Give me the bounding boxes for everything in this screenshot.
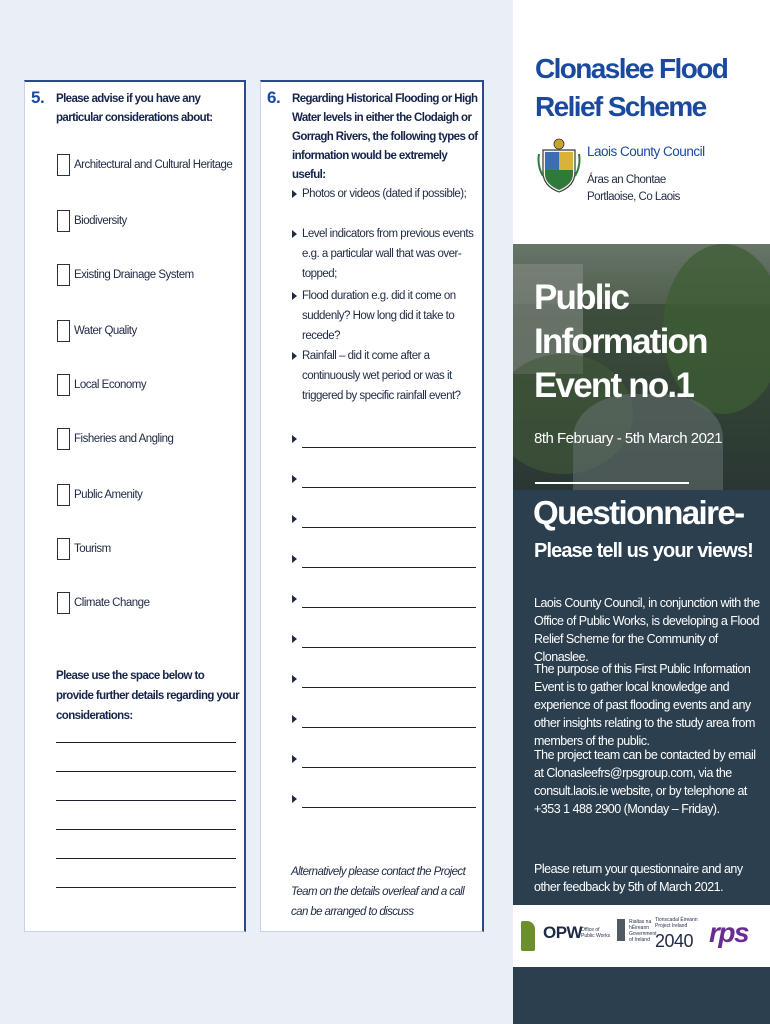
questionnaire-subtitle: Please tell us your views! xyxy=(534,540,753,562)
checkbox[interactable] xyxy=(57,428,70,450)
info-bullet-level xyxy=(292,224,478,284)
writing-line[interactable] xyxy=(56,887,236,888)
writing-line[interactable] xyxy=(56,829,236,830)
option-label: Local Economy xyxy=(74,379,147,391)
answer-line[interactable] xyxy=(292,434,476,448)
divider xyxy=(535,482,689,484)
triangle-bullet-icon xyxy=(292,190,297,198)
intro-paragraph: Laois County Council, in conjunction with the Office of Public Works, is developing a Flood Relief Scheme for the Community of Clonaslee. xyxy=(534,596,760,664)
triangle-bullet-icon xyxy=(292,595,297,603)
triangle-bullet-icon xyxy=(292,230,297,238)
triangle-bullet-icon xyxy=(292,352,297,360)
bullet-text: Flood duration e.g. did it come on suddenly? How long did it take to recede? xyxy=(302,290,456,342)
opw-logo-text: OPW xyxy=(543,923,583,942)
triangle-bullet-icon xyxy=(292,795,297,803)
harp-icon xyxy=(521,921,535,951)
answer-line[interactable] xyxy=(292,594,476,608)
option-label: Climate Change xyxy=(74,597,150,609)
questionnaire-heading: Questionnaire- xyxy=(533,494,744,531)
triangle-bullet-icon xyxy=(292,555,297,563)
checkbox[interactable] xyxy=(57,592,70,614)
option-fisheries-angling[interactable] xyxy=(57,428,173,450)
contact-paragraph: The project team can be contacted by email at Clonasleefrs@rpsgroup.com, via the consult.laois.ie website, or by telephone at +353 1 488 2900 (Monday – Friday). xyxy=(534,748,756,816)
option-tourism[interactable] xyxy=(57,538,111,560)
partner-logos xyxy=(513,905,770,967)
purpose-paragraph: The purpose of this First Public Information Event is to gather local knowledge and experience of past flooding events and any other insights relating to the study area from members of the public. xyxy=(534,662,755,748)
triangle-bullet-icon xyxy=(292,675,297,683)
checkbox[interactable] xyxy=(57,264,70,286)
project-ireland-2040-logo xyxy=(655,917,705,957)
answer-line[interactable] xyxy=(292,674,476,688)
question-6-number: 6. xyxy=(267,88,281,107)
question-5-title: Please advise if you have any particular considerations about: xyxy=(56,93,213,124)
bullet-text: Level indicators from previous events e.g. a particular wall that was over-topped; xyxy=(302,228,474,280)
triangle-bullet-icon xyxy=(292,475,297,483)
info-bullet-photos xyxy=(292,184,478,204)
triangle-bullet-icon xyxy=(292,515,297,523)
option-label: Tourism xyxy=(74,543,111,555)
alternative-contact-note: Alternatively please contact the Project Team on the details overleaf and a call can be arranged to discuss xyxy=(291,866,466,918)
bullet-text: Rainfall – did it come after a continuously wet period or was it triggered by specific rainfall event? xyxy=(302,350,461,402)
address-line-1: Áras an Chontae xyxy=(587,174,666,186)
writing-line[interactable] xyxy=(56,771,236,772)
checkbox[interactable] xyxy=(57,374,70,396)
answer-line[interactable] xyxy=(292,514,476,528)
checkbox[interactable] xyxy=(57,320,70,342)
triangle-bullet-icon xyxy=(292,435,297,443)
option-climate-change[interactable] xyxy=(57,592,149,614)
option-biodiversity[interactable] xyxy=(57,210,127,232)
question-6-panel xyxy=(260,80,484,932)
header-section xyxy=(513,0,770,244)
info-bullet-duration xyxy=(292,286,478,346)
checkbox[interactable] xyxy=(57,210,70,232)
answer-line[interactable] xyxy=(292,474,476,488)
answer-line[interactable] xyxy=(292,754,476,768)
government-logo-text: Rialtas na hÉireann Government of Ireland xyxy=(629,919,657,943)
event-dates: 8th February - 5th March 2021 xyxy=(534,430,723,447)
event-title: Public Information Event no.1 xyxy=(534,278,707,405)
option-label: Architectural and Cultural Heritage xyxy=(74,159,233,171)
project-ireland-year: 2040 xyxy=(655,931,694,951)
option-label: Public Amenity xyxy=(74,489,143,501)
project-ireland-text: Tionscadal Éireann Project Ireland xyxy=(655,917,698,929)
opw-logo-subtext: Office of Public Works xyxy=(581,927,611,939)
scheme-title: Clonaslee Flood Relief Scheme xyxy=(535,53,728,122)
answer-line[interactable] xyxy=(292,714,476,728)
triangle-bullet-icon xyxy=(292,635,297,643)
harp-icon xyxy=(617,919,625,941)
option-water-quality[interactable] xyxy=(57,320,137,342)
checkbox[interactable] xyxy=(57,154,70,176)
info-bullet-rainfall xyxy=(292,346,478,406)
question-5-panel xyxy=(24,80,246,932)
council-name: Laois County Council xyxy=(587,144,705,159)
option-label: Water Quality xyxy=(74,325,137,337)
option-drainage-system[interactable] xyxy=(57,264,194,286)
council-address xyxy=(587,172,680,206)
option-label: Biodiversity xyxy=(74,215,127,227)
writing-line[interactable] xyxy=(56,858,236,859)
option-public-amenity[interactable] xyxy=(57,484,142,506)
answer-line[interactable] xyxy=(292,634,476,648)
rps-logo: rps xyxy=(709,917,749,948)
government-logo xyxy=(617,917,657,955)
triangle-bullet-icon xyxy=(292,755,297,763)
answer-line[interactable] xyxy=(292,554,476,568)
triangle-bullet-icon xyxy=(292,292,297,300)
triangle-bullet-icon xyxy=(292,715,297,723)
option-label: Existing Drainage System xyxy=(74,269,194,281)
option-architectural-heritage[interactable] xyxy=(57,154,232,176)
details-prompt: Please use the space below to provide further details regarding your considerations: xyxy=(56,670,239,722)
writing-line[interactable] xyxy=(56,800,236,801)
question-6-title: Regarding Historical Flooding or High Water levels in either the Clodaigh or Gorragh Rivers, the following types of information would be extremely useful: xyxy=(292,93,478,181)
question-5-number: 5. xyxy=(31,88,45,107)
writing-line[interactable] xyxy=(56,742,236,743)
return-paragraph: Please return your questionnaire and any other feedback by 5th of March 2021. xyxy=(534,862,743,894)
council-crest-icon xyxy=(537,136,581,194)
option-label: Fisheries and Angling xyxy=(74,433,174,445)
bullet-text: Photos or videos (dated if possible); xyxy=(302,188,467,200)
opw-logo xyxy=(521,915,611,957)
option-local-economy[interactable] xyxy=(57,374,146,396)
address-line-2: Portlaoise, Co Laois xyxy=(587,191,680,203)
checkbox[interactable] xyxy=(57,538,70,560)
checkbox[interactable] xyxy=(57,484,70,506)
answer-line[interactable] xyxy=(292,794,476,808)
